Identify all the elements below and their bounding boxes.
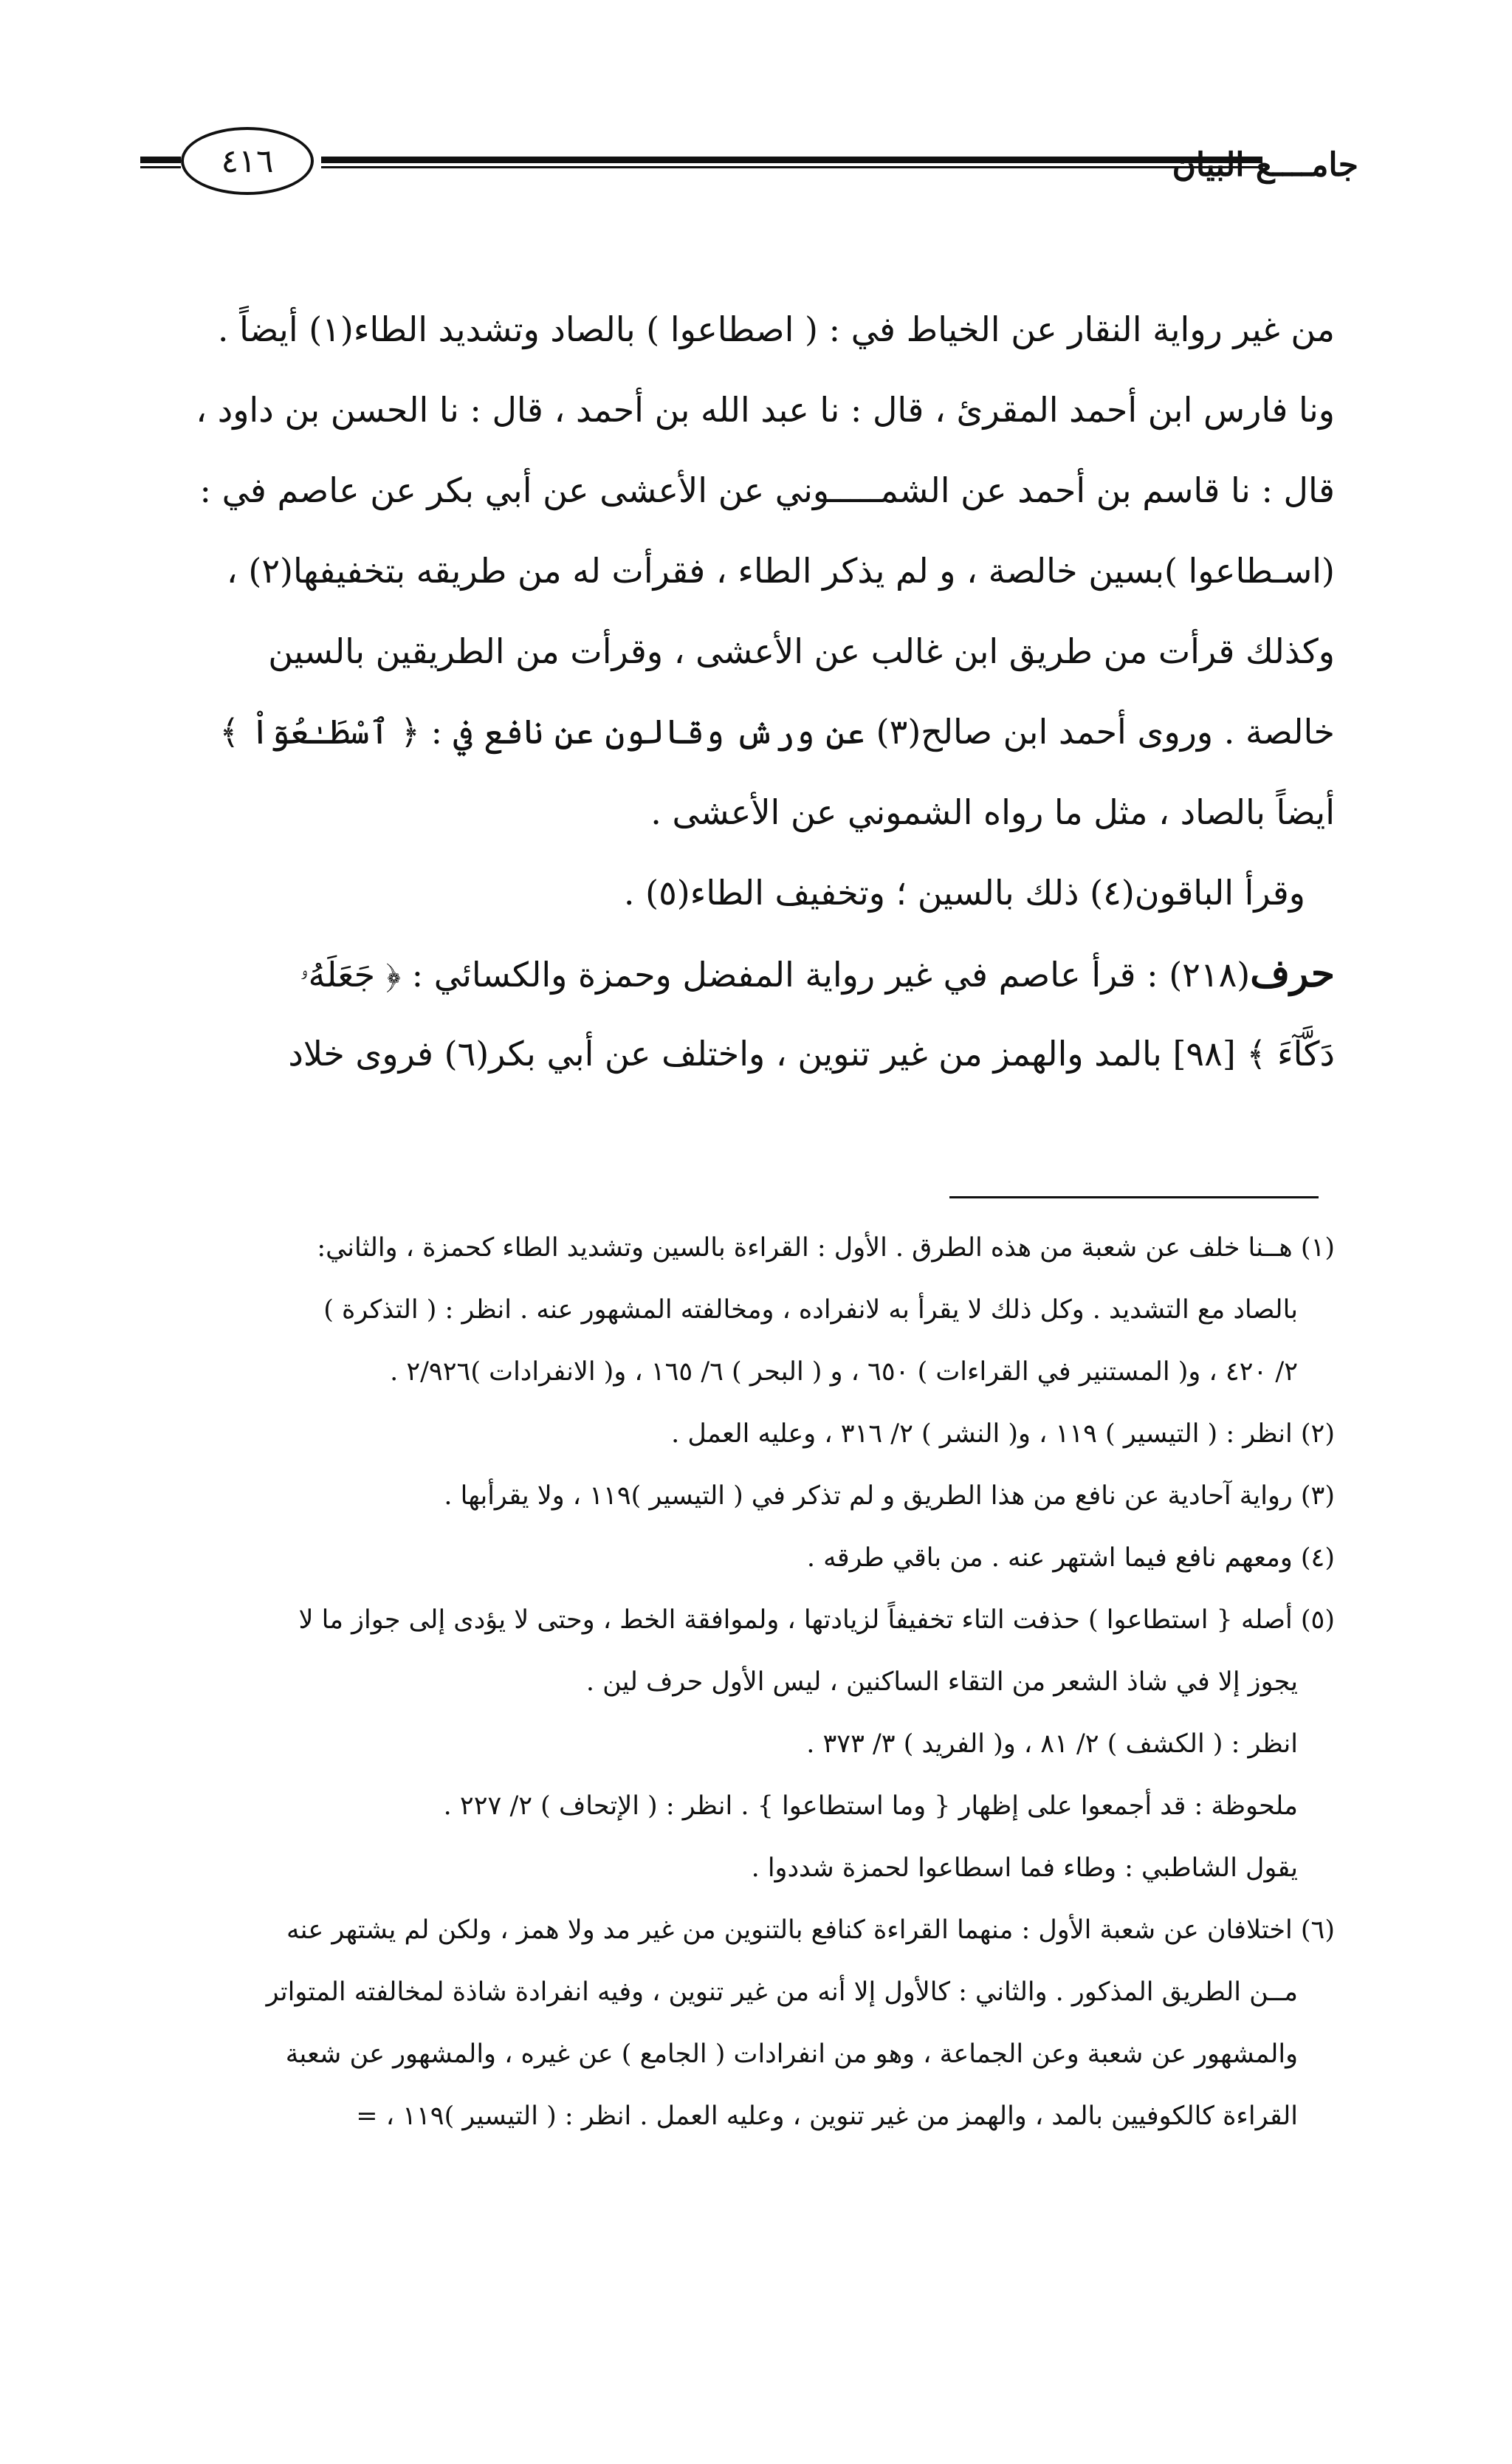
footnote-line: (٣) رواية آحادية عن نافع من هذا الطريق و لم تذكر في ( التيسير )١١٩ ، ولا يقرأبها . (444, 1481, 1335, 1511)
body-line: (اسـطاعوا )بسين خالصة ، و لم يذكر الطاء ، فقرأت له من طريقه بتخفيفها(٢) ، (226, 551, 1335, 591)
footnote-line: (٤) ومعهم نافع فيما اشتهر عنه . من باقي طرقه . (806, 1543, 1335, 1573)
body-line: من غير رواية النقار عن الخياط في : ( اصطاعوا ) بالصاد وتشديد الطاء(١) أيضاً . (217, 309, 1335, 349)
running-title: جامــــع البيان (1172, 146, 1358, 184)
body-line: وقرأ الباقون(٤) ذلك بالسين ؛ وتخفيف الطاء(٥) . (623, 873, 1305, 913)
body-line: ونا فارس ابن أحمد المقرئ ، قال : نا عبد الله بن أحمد ، قال : نا الحسن بن داود ، (196, 390, 1335, 430)
footnote-line: مــن الطريق المذكور . والثاني : كالأول إلا أنه من غير تنوين ، وفيه انفرادة شاذة لمخالفته المتواتر (266, 1977, 1298, 2007)
footnote-line: (٥) أصله { استطاعوا ) حذفت التاء تخفيفاً لزيادتها ، ولموافقة الخط ، وحتى لا يؤدى إلى جواز ما لا (298, 1605, 1335, 1635)
body-line: دَكَّآءَ ﴾ [٩٨] بالمد والهمز من غير تنوين ، واختلف عن أبي بكر(٦) فروى خلاد (288, 1034, 1335, 1074)
footnote-line: بالصاد مع التشديد . وكل ذلك لا يقرأ به لانفراده ، ومخالفته المشهور عنه . انظر : ( التذكرة ) (323, 1295, 1298, 1325)
main-text (176, 289, 1335, 1094)
footnote-line: يجوز إلا في شاذ الشعر من التقاء الساكنين ، ليس الأول حرف لين . (585, 1667, 1298, 1697)
footnotes (183, 1217, 1335, 2147)
footnote-line: (٦) اختلافان عن شعبة الأول : منهما القراءة كنافع بالتنوين من غير مد ولا همز ، ولكن لم يشتهر عنه (286, 1915, 1335, 1945)
header-rule-right (321, 157, 1262, 171)
page-header (140, 118, 1358, 214)
harf-entry-line (176, 933, 1335, 1014)
footnote-line: ٢/ ٤٢٠ ، و( المستنير في القراءات ) ٦٥٠ ، و ( البحر ) ٦/ ١٦٥ ، و( الانفرادات )٢/٩٢٦ . (390, 1357, 1298, 1387)
body-line: أيضاً بالصاد ، مثل ما رواه الشموني عن الأعشى . (650, 792, 1335, 832)
body-line: وكذلك قرأت من طريق ابن غالب عن الأعشى ، وقرأت من الطريقين بالسين (268, 631, 1335, 671)
header-rule-left (140, 157, 181, 171)
footnote-line: والمشهور عن شعبة وعن الجماعة ، وهو من انفرادات ( الجامع ) عن غيره ، والمشهور عن شعبة (285, 2039, 1298, 2069)
footnote-line: (١) هــنا خلف عن شعبة من هذه الطرق . الأول : القراءة بالسين وتشديد الطاء كحمزة ، والثاني: (317, 1233, 1335, 1263)
footnote-line: القراءة كالكوفيين بالمد ، والهمز من غير تنوين ، وعليه العمل . انظر : ( التيسير )١١٩ ، = (356, 2101, 1298, 2131)
footnote-line: انظر : ( الكشف ) ٢/ ٨١ ، و( الفريد ) ٣/ ٣٧٣ . (806, 1729, 1298, 1759)
page-number: ٤١٦ (181, 127, 314, 195)
footnote-line: يقول الشاطبي : وطاء فما اسطاعوا لحمزة شددوا . (751, 1853, 1298, 1883)
body-line: خالصة . وروى أحمد ابن صالح(٣) عن ورش وقالون عن نافع في : ﴿ ٱسْطَـٰعُوٓاْ ﴾ (219, 712, 1335, 752)
body-line: قال : نا قاسم بن أحمد عن الشمـــــوني عن الأعشى عن أبي بكر عن عاصم في : (199, 470, 1335, 510)
footnote-line: (٢) انظر : ( التيسير ) ١١٩ ، و( النشر ) ٢/ ٣١٦ ، وعليه العمل . (671, 1419, 1335, 1449)
footnote-line: ملحوظة : قد أجمعوا على إظهار { وما استطاعوا } . انظر : ( الإتحاف ) ٢/ ٢٢٧ . (443, 1791, 1298, 1821)
harf-label: حرف (1250, 951, 1335, 996)
harf-number: (٢١٨) (1169, 955, 1251, 995)
harf-text: : قرأ عاصم في غير رواية المفضل وحمزة والكسائي : ﴿ جَعَلَهُۥ (300, 955, 1158, 995)
footnote-separator (949, 1196, 1319, 1198)
